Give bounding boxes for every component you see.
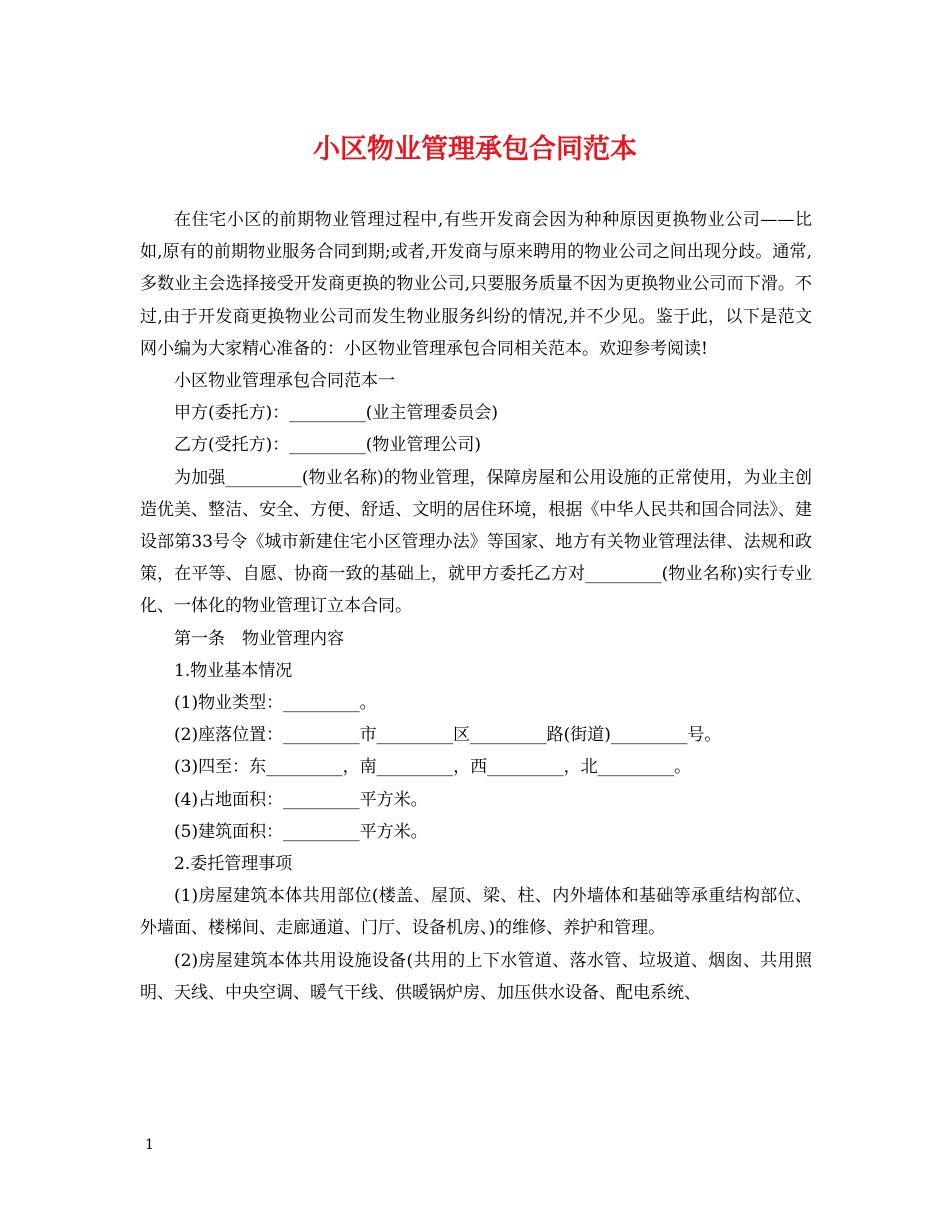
article-one-heading: 第一条 物业管理内容 — [174, 628, 344, 649]
document-title: 小区物业管理承包合同范本 — [313, 134, 637, 165]
section-basic-info: 1.物业基本情况 — [174, 660, 293, 681]
page-number: 1 — [145, 1137, 154, 1153]
item-shared-facilities: (2)房屋建筑本体共用设施设备(共用的上下水管道、落水管、垃圾道、烟囱、共用照明、天线、中央空调、暖气干线、供暖锅炉房、加压供水设备、配电系统、 — [140, 950, 812, 1003]
item-land-area: (4)占地面积：_________平方米。 — [174, 789, 428, 810]
preamble-paragraph: 为加强_________(物业名称)的物业管理，保障房屋和公用设施的正常使用，为业主创造优美、整洁、安全、方便、舒适、文明的居住环境，根据《中华人民共和国合同法》、建设部第33号令《城市新建住宅小区管理办法》等国家、地方有关物业管理法律、法规和政策，在平等、自愿、协商一致的基础上，就甲方委托乙方对_________(物业名称)实行专业化、一体化的物业管理订立本合同。 — [140, 467, 812, 617]
intro-paragraph: 在住宅小区的前期物业管理过程中,有些开发商会因为种种原因更换物业公司——比如,原有的前期物业服务合同到期;或者,开发商与原来聘用的物业公司之间出现分歧。通常,多数业主会选择接受开发商更换的物业公司,只要服务质量不因为更换物业公司而下滑。不过,由于开发商更换物业公司而发生物业服务纠纷的情况,并不少见。鉴于此，以下是范文网小编为大家精心准备的：小区物业管理承包合同相关范本。欢迎参考阅读! — [140, 210, 812, 359]
item-shared-parts: (1)房屋建筑本体共用部位(楼盖、屋顶、梁、柱、内外墙体和基础等承重结构部位、外墙面、楼梯间、走廊通道、门厅、设备机房、)的维修、养护和管理。 — [140, 886, 812, 939]
item-property-type: (1)物业类型：_________。 — [174, 693, 377, 714]
document-body — [140, 204, 812, 1009]
section-entrusted-matters: 2.委托管理事项 — [174, 854, 293, 875]
party-b-line: 乙方(受托方)：_________(物业管理公司) — [174, 435, 482, 456]
party-a-line: 甲方(委托方)：_________(业主管理委员会) — [174, 403, 499, 424]
item-building-area: (5)建筑面积：_________平方米。 — [174, 821, 428, 842]
item-boundaries: (3)四至：东_________，南_________，西_________，北_________。 — [174, 757, 692, 778]
contract-heading: 小区物业管理承包合同范本一 — [174, 371, 395, 392]
item-location: (2)座落位置：_________市_________区_________路(街道)_________号。 — [174, 725, 722, 746]
